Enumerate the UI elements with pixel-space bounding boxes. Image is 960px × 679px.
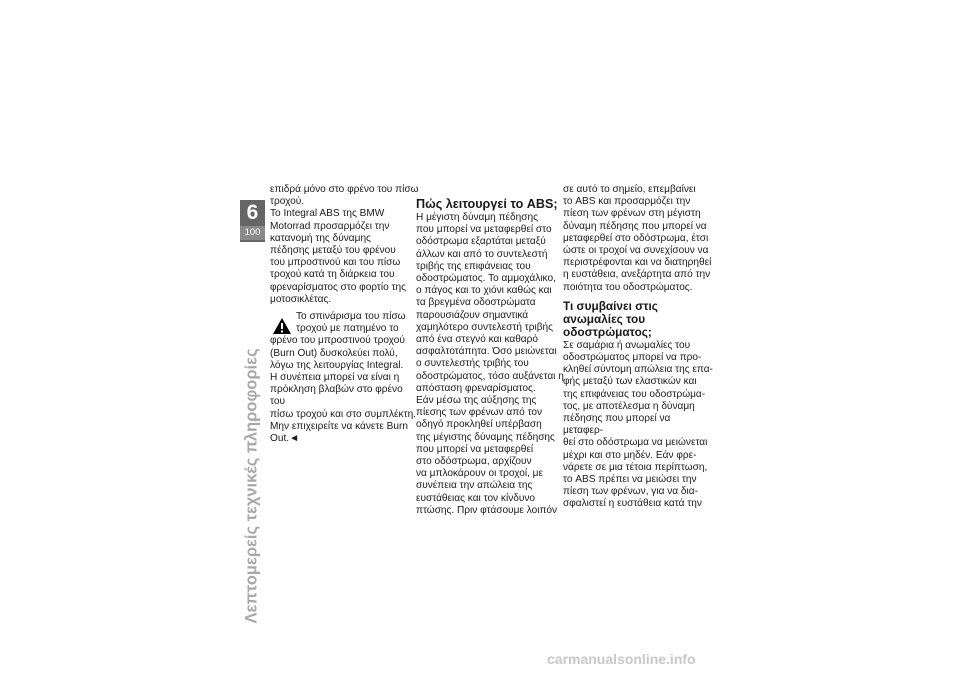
page-number: 100 <box>240 226 265 240</box>
chapter-number: 6 <box>246 201 259 224</box>
text-column-1 <box>270 184 420 445</box>
warning-text: φρένο του μπροστινού τροχού (Burn Out) δυσκολεύει πολύ, λόγω της λειτουργίας Integral. Η συνέπεια μπορεί να είναι η πρόκληση βλαβών στο φρένο του πίσω τροχού και στο συμπλέκτη. Μην επιχειρείτε να κάνετε Burn Out.◄ <box>270 335 416 445</box>
paragraph: Η μέγιστη δύναμη πέδησης που μπορεί να μεταφερθεί στο οδόστρωμα εξαρτάται μεταξύ άλλων και από το συντελεστή τριβής της επιφάνειας του οδοστρώματος. Το αμμοχάλικο, ο πάγος και το χιόνι καθώς και τα βρεγμένα οδοστρώματα παρουσιάζουν σημαντικά χαμηλότερο συντελεστή τριβής από ένα στεγνό και καθαρό ασφαλτοτάπητα. Όσο μειώνεται ο συντελεστής τριβής του οδοστρώματος, τόσο αυξάνεται η απόσταση φρεναρίσματος. Εάν μέσω της αύξησης της πίεσης των φρένων από τον οδηγό προκληθεί υπέρβαση της μέγιστης δύναμης πέδησης που μπορεί να μεταφερθεί στο οδόστρωμα, αρχίζουν να μπλοκάρουν οι τροχοί, με συνέπεια την απώλεια της ευστάθειας και τον κίνδυνο πτώσης. Πριν φτάσουμε λοιπόν <box>416 212 564 516</box>
warning-text-first: Το σπινάρισμα του πίσω τροχού με πατημένο το <box>296 311 406 335</box>
section-heading-road: Τι συμβαίνει στις ανωμαλίες του οδοστρώματος; <box>563 298 658 339</box>
warning-triangle-icon <box>272 317 292 335</box>
warning-block <box>270 311 420 445</box>
text-column-3 <box>563 184 713 511</box>
section-heading-abs: Πώς λειτουργεί το ABS; <box>416 197 558 211</box>
paragraph: Σε σαμάρια ή ανωμαλίες του οδοστρώματος μπορεί να προ- κληθεί σύντομη απώλεια της επα- φής μεταξύ των ελαστικών και της επιφάνειας του οδοστρώμα- τος, με αποτέλεσμα η δύναμη πέδησης που μπορεί να μεταφερ- θεί στο οδόστρωμα να μειώνεται μέχρι και στο μηδέν. Εάν φρε- νάρετε σε μια τέτοια περίπτωση, το ABS πρέπει να μειώσει την πίεση των φρένων, για να δια- σφαλιστεί η ευστάθεια κατά την <box>563 339 713 510</box>
text-column-2 <box>416 197 566 517</box>
chapter-tab <box>240 200 265 242</box>
paragraph: επιδρά μόνο στο φρένο του πίσω τροχού. Το Integral ABS της BMW Motorrad προσαρμόζει την κατανομή της δύναμης πέδησης μεταξύ του φρένου του μπροστινού και του πίσω τροχού κατά τη διάρκεια του φρεναρίσματος στο φορτίο της μοτοσικλέτας. <box>270 184 419 305</box>
watermark: carmanualsonline.info <box>547 651 696 667</box>
chapter-title: Λεπτομερείς τεχνικές πληροφορίες <box>242 348 261 624</box>
paragraph: σε αυτό το σημείο, επεμβαίνει το ABS και προσαρμόζει την πίεση των φρένων στη μέγιστη δύναμη πέδησης που μπορεί να μεταφερθεί στο οδόστρωμα, έτσι ώστε οι τροχοί να συνεχίσουν να περιστρέφονται και να διατηρηθεί η ευστάθεια, ανεξάρτητα από την ποιότητα του οδοστρώματος. <box>563 184 712 293</box>
